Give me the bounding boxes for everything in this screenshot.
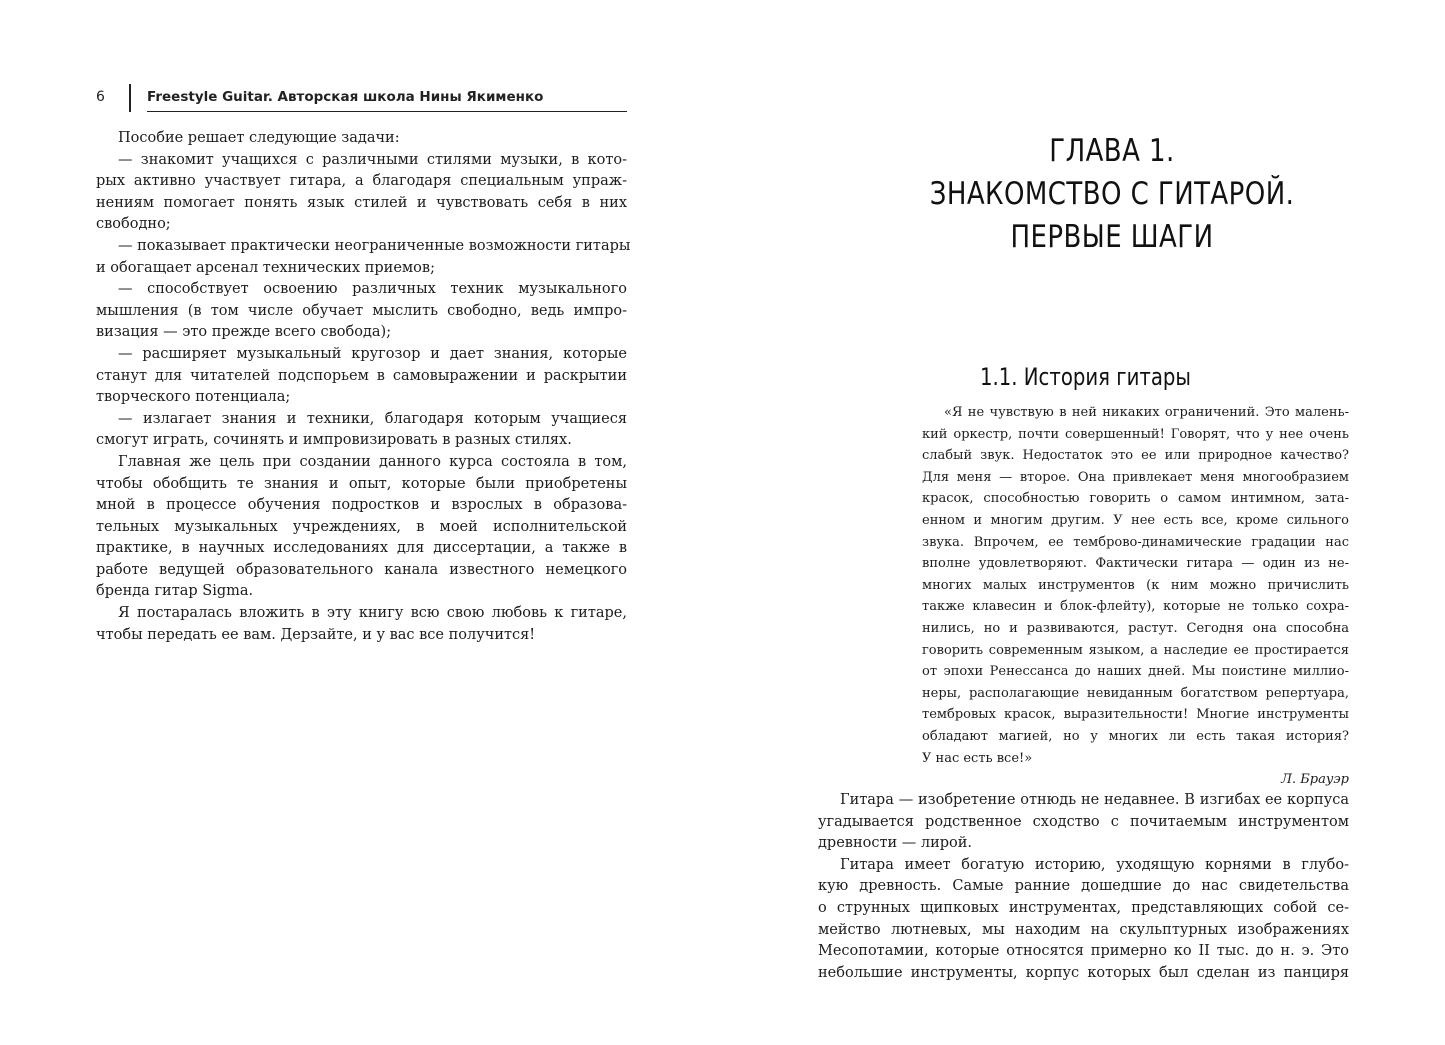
paragraph-line: — способствует освоению различных техник музыкального [118, 281, 627, 298]
epigraph [922, 402, 1349, 791]
epigraph-line: говорить современным языком, а наследие ее простирается [922, 642, 1349, 658]
epigraph-text [922, 402, 1349, 769]
paragraph-line: кую древность. Самые ранние дошедшие до нас свидетельства [818, 878, 1349, 895]
paragraph-line: Гитара имеет богатую историю, уходящую корнями в глубо- [840, 856, 1349, 873]
epigraph-line: Для меня — второе. Она привлекает меня многообразием [922, 469, 1349, 485]
paragraph-line: и обогащает арсенал технических приемов; [96, 259, 435, 276]
paragraph-line: тельных музыкальных учреждениях, в моей исполнительской [96, 518, 627, 535]
epigraph-line: также клавесин и блок-флейту), которые не только сохра- [922, 599, 1349, 615]
paragraph-line: Гитара — изобретение отнюдь не недавнее. В изгибах ее корпуса [840, 792, 1349, 808]
section-heading: 1.1. История гитары [980, 363, 1191, 391]
chapter-title-line: ГЛАВА 1. [1049, 133, 1175, 169]
paragraph-line: смогут играть, сочинять и импровизировать в разных стилях. [96, 432, 572, 449]
right-page [722, 0, 1445, 1045]
paragraph-line: Главная же цель при создании данного курса состояла в том, [118, 453, 627, 470]
epigraph-line: обладают магией, но у многих ли есть такая история? [922, 728, 1349, 744]
epigraph-line: многих малых инструментов (к ним можно причислить [922, 577, 1349, 593]
paragraph-line: — расширяет музыкальный кругозор и дает знания, которые [118, 345, 627, 362]
paragraph-line: рых активно участвует гитара, а благодаря специальным упраж- [96, 173, 627, 190]
paragraph-line: чтобы передать ее вам. Дерзайте, и у вас все получится! [96, 626, 536, 643]
running-header-title: Freestyle Guitar. Авторская школа Нины Якименко [147, 89, 544, 105]
header-rule [147, 111, 627, 112]
chapter-title [902, 130, 1322, 259]
paragraph-line: древности — лирой. [818, 835, 973, 852]
paragraph-line: — знакомит учащихся с различными стилями музыки, в кото- [118, 151, 627, 168]
epigraph-line: тембровых красок, выразительности! Многие инструменты [922, 707, 1349, 723]
left-body-text [96, 128, 631, 646]
right-body-text [818, 790, 1349, 984]
paragraph-line: — излагает знания и техники, благодаря которым учащиеся [118, 410, 627, 427]
paragraph-line: — показывает практически неограниченные возможности гитары [118, 237, 631, 254]
paragraph-line: нениям помогает понять язык стилей и чувствовать себя в них [96, 194, 627, 211]
paragraph-line: чтобы обобщить те знания и опыт, которые были приобретены [96, 475, 627, 492]
epigraph-line: звука. Впрочем, ее темброво-динамические градации нас [922, 534, 1349, 550]
running-header [96, 84, 627, 114]
paragraph-line: творческого потенциала; [96, 389, 291, 406]
chapter-title-line: ЗНАКОМСТВО С ГИТАРОЙ. [929, 176, 1295, 212]
paragraph-line: работе ведущей образовательного канала известного немецкого [96, 561, 627, 578]
paragraph-line: небольшие инструменты, корпус которых был сделан из панциря [818, 964, 1349, 981]
epigraph-line: нились, но и развиваются, растут. Сегодня она способна [922, 620, 1349, 636]
epigraph-line: от эпохи Ренессанса до наших дней. Мы поистине миллио- [922, 664, 1349, 680]
paragraph-line: свободно; [96, 216, 171, 233]
left-page [0, 0, 722, 1045]
paragraph-line: угадывается родственное сходство с почитаемым инструментом [818, 813, 1349, 830]
paragraph-line: Пособие решает следующие задачи: [118, 130, 400, 146]
paragraph-line: визация — это прежде всего свобода); [96, 324, 392, 341]
epigraph-line: «Я не чувствую в ней никаких ограничений. Это малень- [944, 405, 1349, 420]
epigraph-line: слабый звук. Недостаток это ее или природное качество? [922, 448, 1349, 464]
paragraph-line: о струнных щипковых инструментах, представляющих собой се- [818, 899, 1349, 916]
paragraph-line: бренда гитар Sigma. [96, 583, 254, 600]
epigraph-line: красок, способностью говорить о самом интимном, зата- [922, 491, 1349, 507]
epigraph-line: енном и многим другим. У нее есть все, кроме сильного [922, 512, 1349, 528]
header-divider [129, 84, 131, 112]
paragraph-line: Месопотамии, которые относятся примерно ко II тыс. до н. э. Это [818, 943, 1349, 960]
paragraph-line: станут для читателей подспорьем в самовыражении и раскрытии [96, 367, 627, 384]
epigraph-line: кий оркестр, почти совершенный! Говорят, что у нее очень [922, 426, 1349, 442]
epigraph-line: неры, располагающие невиданным богатством репертуара, [922, 685, 1349, 701]
paragraph-line: мной в процессе обучения подростков и взрослых в образова- [96, 497, 627, 514]
page-number: 6 [96, 89, 105, 105]
epigraph-author: Л. Брауэр [1281, 772, 1349, 788]
paragraph-line: практике, в научных исследованиях для диссертации, а также в [96, 540, 627, 557]
epigraph-line: вполне удовлетворяют. Фактически гитара — один из не- [922, 556, 1349, 572]
paragraph-line: Я постаралась вложить в эту книгу всю свою любовь к гитаре, [118, 605, 627, 622]
epigraph-line: У нас есть все!» [922, 750, 1033, 766]
paragraph-line: мышления (в том числе обучает мыслить свободно, ведь импро- [96, 302, 627, 319]
chapter-title-line: ПЕРВЫЕ ШАГИ [1010, 219, 1214, 255]
paragraph-line: мейство лютневых, мы находим на скульптурных изображениях [818, 921, 1349, 938]
